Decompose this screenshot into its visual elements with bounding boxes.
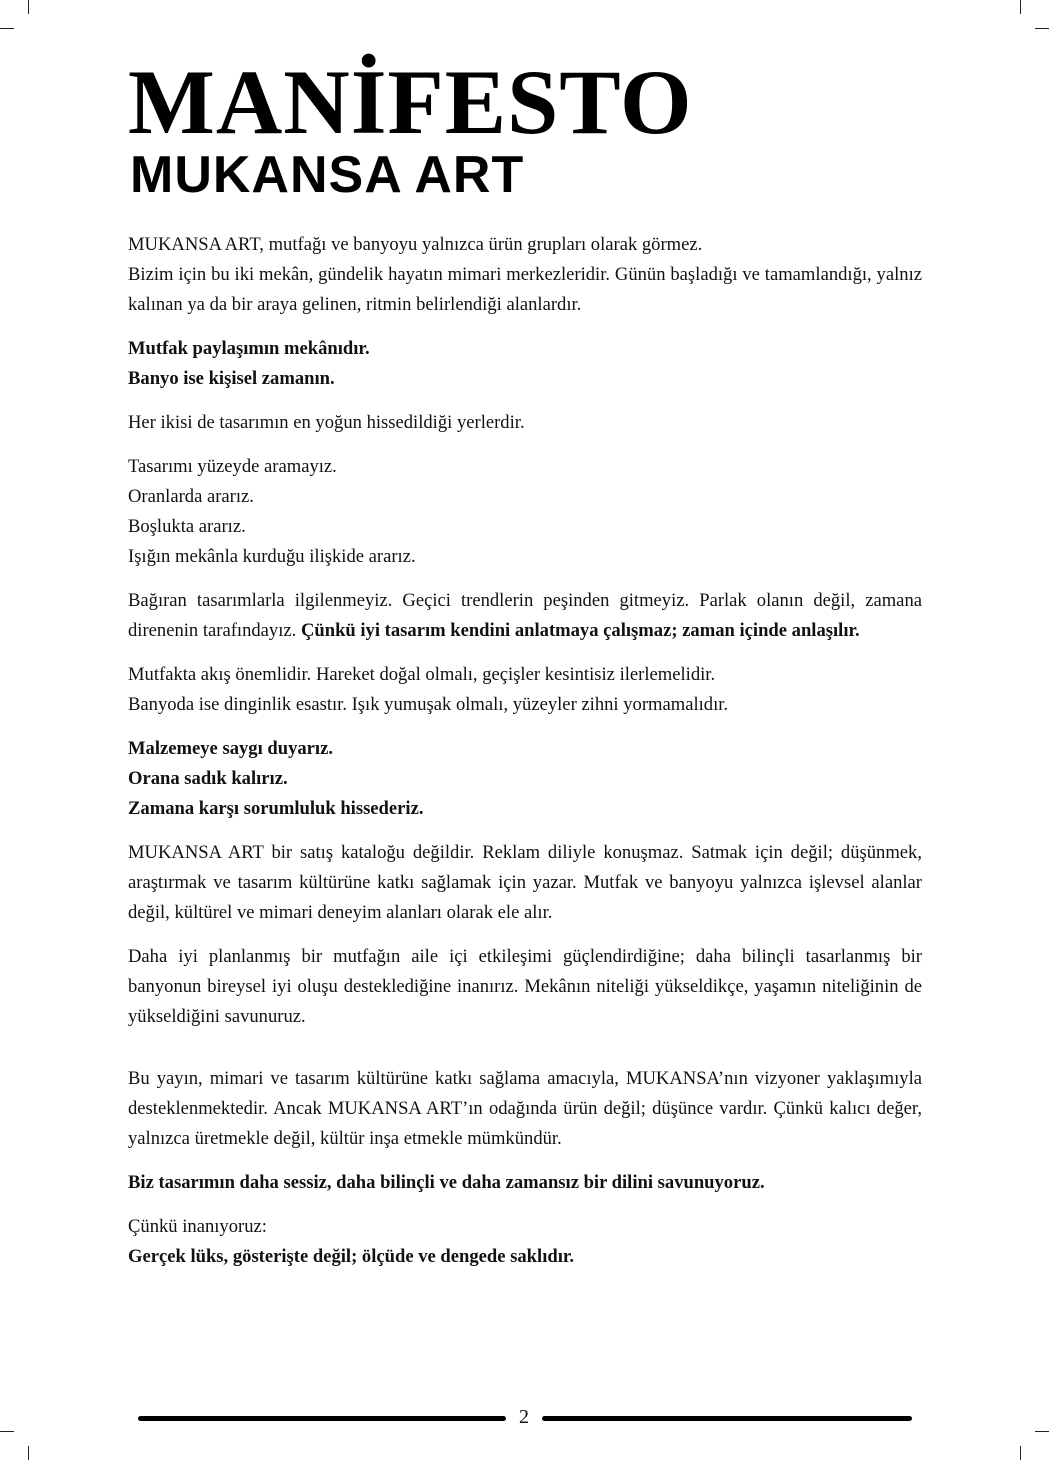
page-footer — [138, 1402, 912, 1432]
paragraph-line: Banyoda ise dinginlik esastır. Işık yumuşak olmalı, yüzeyler zihni yormamalıdır. — [128, 694, 729, 715]
crop-mark — [1035, 1431, 1049, 1432]
crop-mark — [0, 1431, 14, 1432]
crop-mark — [28, 1446, 29, 1460]
bold-line: Orana sadık kalırız. — [128, 768, 288, 789]
bold-line: Zamana karşı sorumluluk hissederiz. — [128, 798, 424, 819]
paragraph: Daha iyi planlanmış bir mutfağın aile içi etkileşimi güçlendirdiğine; daha bilinçli tasarlanmış bir banyonun bireysel iyi oluşu desteklediğine inanırız. Mekânın niteliği yükseldikçe, yaşamın niteliğinin de yükseldiğini savunuruz. — [128, 946, 922, 1027]
crop-mark — [1035, 28, 1049, 29]
paragraph: MUKANSA ART bir satış kataloğu değildir. Reklam diliyle konuşmaz. Satmak için değil; düşünmek, araştırmak ve tasarım kültürüne katkı sağlamak için yazar. Mutfak ve banyoyu yalnızca işlevsel alanlar değil, kültürel ve mimari deneyim alanları olarak ele alır. — [128, 842, 922, 923]
bold-text: Çünkü iyi tasarım kendini anlatmaya çalışmaz; zaman içinde anlaşılır. — [300, 620, 860, 641]
paragraph-line: Oranlarda ararız. — [128, 486, 254, 507]
paragraph-line: Işığın mekânla kurduğu ilişkide ararız. — [128, 546, 416, 567]
bold-line: Banyo ise kişisel zamanın. — [128, 368, 335, 389]
page-number: 2 — [519, 1406, 529, 1428]
closing-paragraph — [128, 1212, 922, 1272]
bold-line: Malzemeye saygı duyarız. — [128, 738, 333, 759]
paragraph-line: Çünkü inanıyoruz: — [128, 1216, 267, 1237]
page-title: MANİFESTO — [128, 51, 693, 153]
manifesto-body — [128, 230, 922, 1286]
crop-mark — [1020, 1446, 1021, 1460]
paragraph-list — [128, 452, 922, 572]
page-subtitle: MUKANSA ART — [130, 146, 525, 204]
bold-statement-group — [128, 334, 922, 394]
paragraph: Bu yayın, mimari ve tasarım kültürüne katkı sağlama amacıyla, MUKANSA’nın vizyoner yaklaşımıyla desteklenmektedir. Ancak MUKANSA ART’ın odağında ürün değil; düşünce vardır. Çünkü kalıcı değer, yalnızca üretmekle değil, kültür inşa etmekle mümkündür. — [128, 1068, 922, 1149]
bold-statement-group — [128, 734, 922, 824]
bold-line: Mutfak paylaşımın mekânıdır. — [128, 338, 370, 359]
paragraph-line: Tasarımı yüzeyde aramayız. — [128, 456, 337, 477]
paragraph-line: MUKANSA ART, mutfağı ve banyoyu yalnızca ürün grupları olarak görmez. — [128, 234, 703, 255]
paragraph-text: Bağıran tasarımlarla ilgilenmeyiz. Geçici trendlerin peşinden gitmeyiz. Parlak olanın değil, zamana direnenin tarafındayız. — [128, 590, 922, 641]
crop-mark — [28, 0, 29, 14]
bold-statement: Biz tasarımın daha sessiz, daha bilinçli ve daha zamansız bir dilini savunuyoruz. — [128, 1172, 765, 1193]
paragraph-line: Boşlukta ararız. — [128, 516, 246, 537]
paragraph-line: Mutfakta akış önemlidir. Hareket doğal olmalı, geçişler kesintisiz ilerlemelidir. — [128, 664, 716, 685]
crop-mark — [1020, 0, 1021, 14]
paragraph — [128, 660, 922, 720]
footer-rule-left — [138, 1416, 506, 1421]
paragraph: Her ikisi de tasarımın en yoğun hissedildiği yerlerdir. — [128, 412, 525, 433]
footer-rule-right — [542, 1416, 912, 1421]
crop-mark — [0, 28, 14, 29]
paragraph — [128, 586, 922, 646]
paragraph-intro — [128, 230, 922, 320]
bold-line: Gerçek lüks, gösterişte değil; ölçüde ve dengede saklıdır. — [128, 1246, 575, 1267]
paragraph-line: Bizim için bu iki mekân, gündelik hayatın mimari merkezleridir. Günün başladığı ve tamamlandığı, yalnız kalınan ya da bir araya gelinen, ritmin belirlendiği alanlardır. — [128, 264, 922, 315]
